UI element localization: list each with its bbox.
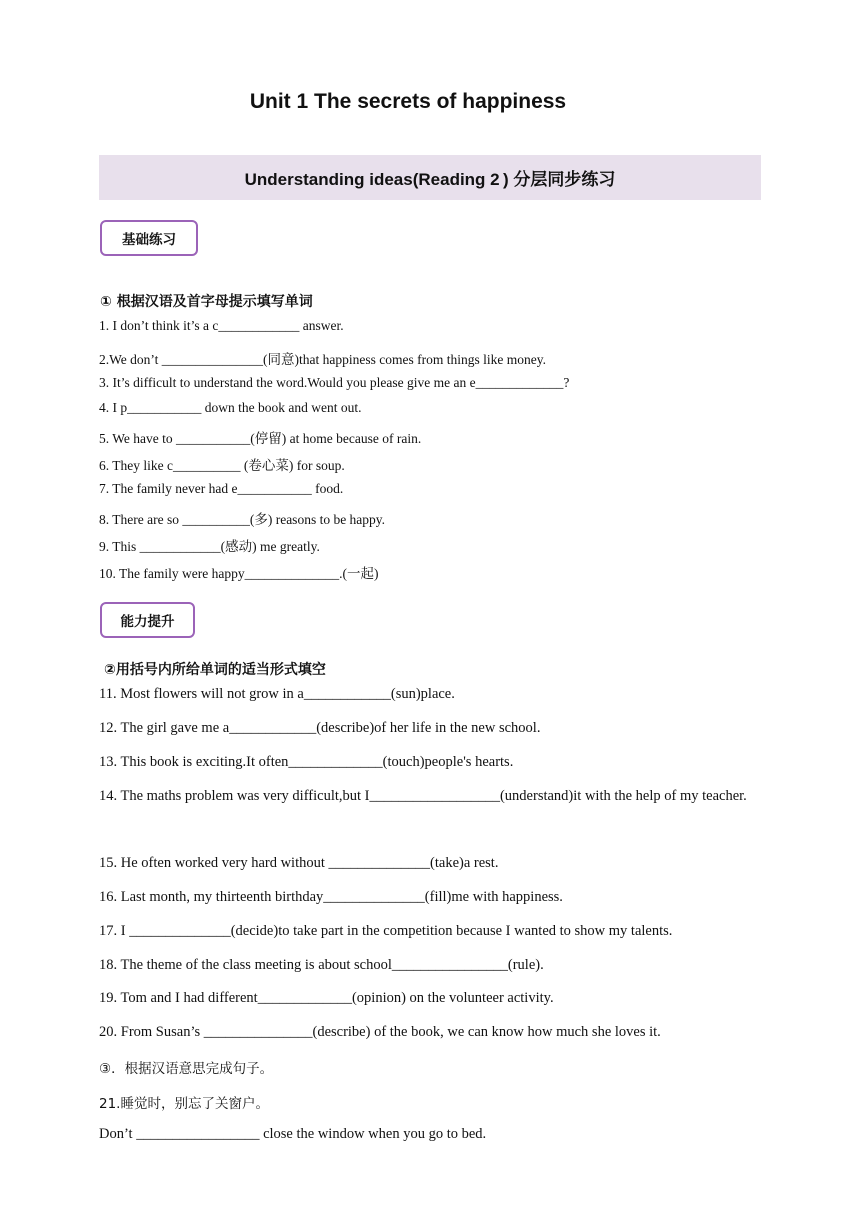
exercise-item-4: 4. I p___________ down the book and went out.: [99, 400, 362, 415]
section1-heading: ① 根据汉语及首字母提示填写单词: [100, 294, 313, 310]
exercise-item-21-chinese: 21.睡觉时，别忘了关窗户。: [99, 1096, 269, 1112]
exercise-item-20: 20. From Susan’s _______________(describe) of the book, we can know how much she loves it.: [99, 1024, 661, 1040]
exercise-item-3: 3. It’s difficult to understand the word.Would you please give me an e_____________?: [99, 375, 570, 390]
exercise-item-19: 19. Tom and I had different_____________(opinion) on the volunteer activity.: [99, 990, 554, 1006]
badge-ability-improvement: 能力提升: [100, 602, 195, 638]
section3-heading: ③．根据汉语意思完成句子。: [99, 1061, 274, 1077]
exercise-item-12: 12. The girl gave me a____________(describe)of her life in the new school.: [99, 720, 541, 736]
exercise-item-16: 16. Last month, my thirteenth birthday______________(fill)me with happiness.: [99, 889, 563, 905]
exercise-item-17: 17. I ______________(decide)to take part in the competition because I wanted to show my talents.: [99, 923, 673, 939]
exercise-item-10: 10. The family were happy______________.(一起): [99, 566, 379, 581]
exercise-item-14: 14. The maths problem was very difficult,but I__________________(understand)it with the help of my teacher.: [99, 788, 747, 804]
exercise-item-2: 2.We don’t _______________(同意)that happiness comes from things like money.: [99, 352, 546, 367]
exercise-item-9: 9. This ____________(感动) me greatly.: [99, 539, 320, 554]
exercise-item-8: 8. There are so __________(多) reasons to be happy.: [99, 512, 386, 527]
exercise-item-21-english: Don’t _________________ close the window when you go to bed.: [99, 1126, 487, 1142]
exercise-item-5: 5. We have to ___________(停留) at home because of rain.: [99, 431, 422, 446]
exercise-item-1: 1. I don’t think it’s a c____________ answer.: [99, 318, 344, 333]
exercise-item-18: 18. The theme of the class meeting is about school________________(rule).: [99, 957, 544, 973]
section2-heading: ②用括号内所给单词的适当形式填空: [104, 662, 326, 678]
exercise-item-15: 15. He often worked very hard without ______________(take)a rest.: [99, 855, 499, 871]
lesson-banner: Understanding ideas(Reading 2 ) 分层同步练习: [99, 155, 761, 200]
exercise-item-11: 11. Most flowers will not grow in a____________(sun)place.: [99, 686, 455, 702]
page-title: Unit 1 The secrets of happiness: [249, 90, 567, 113]
exercise-item-7: 7. The family never had e___________ food.: [99, 481, 344, 496]
exercise-item-13: 13. This book is exciting.It often_____________(touch)people's hearts.: [99, 754, 514, 770]
badge-basic-practice: 基础练习: [100, 220, 198, 256]
exercise-item-6: 6. They like c__________ (卷心菜) for soup.: [99, 458, 345, 473]
